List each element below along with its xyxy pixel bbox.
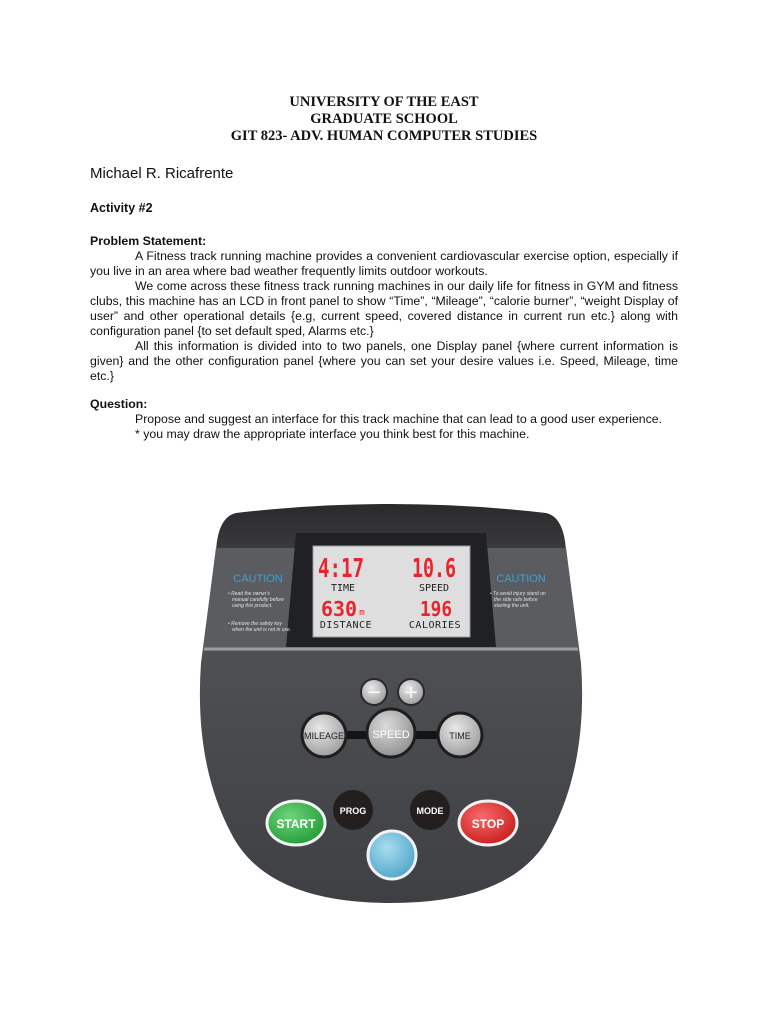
start-button[interactable] [267,801,325,845]
question-note: * you may draw the appropriate interface you think best for this machine. [135,427,530,441]
plus-icon: + [403,682,419,703]
activity-title: Activity #2 [90,201,153,215]
speed-button[interactable] [367,709,415,757]
calories-value: 196 [420,597,452,621]
problem-paragraph: All this information is divided into to two panels, one Display panel {where current information is given} and the other configuration panel {where you can set your desire values i.e. Speed, Mileage, time etc.} [90,339,678,383]
svg-text:using this product.: using this product. [232,603,273,609]
school-name: GRADUATE SCHOOL [310,111,458,127]
mode-button[interactable] [410,790,450,830]
author-name: Michael R. Ricafrente [90,165,234,182]
center-blue-button[interactable] [368,831,416,879]
problem-statement [90,234,678,384]
prog-button[interactable] [333,790,373,830]
university-name: UNIVERSITY OF THE EAST [289,94,479,110]
problem-heading: Problem Statement: [90,234,207,248]
speed-label: SPEED [418,583,450,594]
minus-icon: − [366,682,382,703]
svg-text:SPEED: SPEED [372,729,410,741]
speed-value: 10.6 [412,554,456,584]
svg-text:manual carefully before: manual carefully before [232,597,284,603]
svg-text:• Remove the safety key: • Remove the safety key [228,621,282,627]
increase-button[interactable] [398,679,424,705]
svg-text:• Read the owner's: • Read the owner's [228,591,270,597]
distance-value: 630 [321,597,357,621]
treadmill-console-illustration [196,503,586,903]
svg-text:MODE: MODE [416,806,444,816]
problem-paragraph: We come across these fitness track running machines in our daily life for fitness in GYM and fitness clubs, this machine has an LCD in front panel to show “Time”, “Mileage”, “calorie burner”, “weight Display of user” and other operational details {e.g, current speed, covered distance in current run etc.} along with configuration panel {to set default sped, Alarms etc.} [90,279,678,338]
problem-paragraph: A Fitness track running machine provides a convenient cardiovascular exercise option, especially if you live in an area where bad weather frequently limits outdoor workouts. [90,249,678,278]
svg-text:when the unit is not in use.: when the unit is not in use. [232,627,292,633]
svg-text:the side rails before: the side rails before [494,597,538,603]
mileage-button[interactable] [302,713,346,757]
caution-right-title: CAUTION [496,573,546,585]
decrease-button[interactable] [361,679,387,705]
calories-label: CALORIES [408,620,462,631]
question-text: Propose and suggest an interface for this track machine that can lead to a good user experience. [135,412,663,426]
time-value: 4:17 [318,554,364,584]
caution-left-title: CAUTION [233,573,283,585]
svg-text:MILEAGE: MILEAGE [303,731,345,741]
distance-unit: m [359,608,365,618]
stop-button[interactable] [459,801,517,845]
distance-label: DISTANCE [319,620,373,631]
svg-text:TIME: TIME [449,731,471,741]
time-label: TIME [330,583,356,594]
svg-text:STOP: STOP [471,817,505,831]
time-button[interactable] [438,713,482,757]
svg-text:PROG: PROG [339,806,367,816]
course-title: GIT 823- ADV. HUMAN COMPUTER STUDIES [230,128,538,144]
question-heading: Question: [90,397,148,411]
svg-text:START: START [276,817,316,831]
document-header [0,94,768,145]
svg-text:• To avoid injury stand on: • To avoid injury stand on [490,591,546,597]
question-section [90,397,678,442]
svg-text:starting the unit.: starting the unit. [494,603,530,609]
